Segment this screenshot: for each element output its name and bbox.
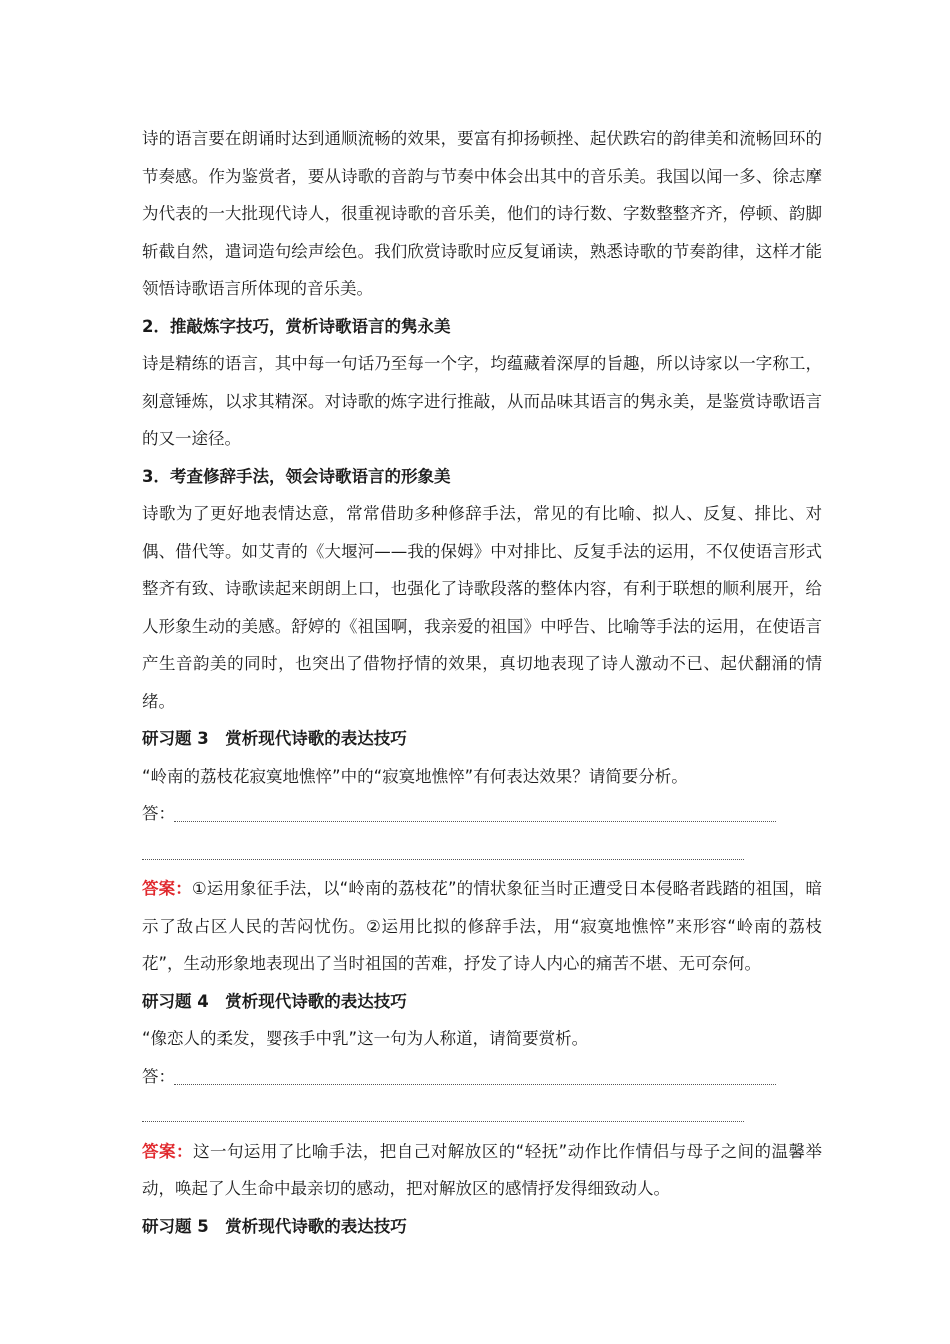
section-3-body: 诗歌为了更好地表情达意，常常借助多种修辞手法，常见的有比喻、拟人、反复、排比、对偶、借代等。如艾青的《大堰河——我的保姆》中对排比、反复手法的运用，不仅使语言形式整齐有致、诗歌读起来朗朗上口，也强化了诗歌段落的整体内容，有利于联想的顺利展开，给人形象生动的美感。舒婷的《祖国啊，我亲爱的祖国》中呼告、比喻等手法的运用，在使语言产生音韵美的同时，也突出了借物抒情的效果，真切地表现了诗人激动不已、起伏翻涌的情绪。 xyxy=(142,504,822,711)
answer-label: 答案： xyxy=(142,879,192,898)
dotted-answer-line xyxy=(142,1121,744,1122)
question-5-heading: 研习题 5 赏析现代诗歌的表达技巧 xyxy=(142,1216,407,1236)
section-2-body: 诗是精练的语言，其中每一句话乃至每一个字，均蕴藏着深厚的旨趣，所以诗家以一字称工，刻意锤炼，以求其精深。对诗歌的炼字进行推敲，从而品味其语言的隽永美，是鉴赏诗歌语言的又一途径。 xyxy=(142,354,822,448)
intro-paragraph: 诗的语言要在朗诵时达到通顺流畅的效果，要富有抑扬顿挫、起伏跌宕的韵律美和流畅回环的节奏感。作为鉴赏者，要从诗歌的音韵与节奏中体会出其中的音乐美。我国以闻一多、徐志摩为代表的一大批现代诗人，很重视诗歌的音乐美，他们的诗行数、字数整整齐齐，停顿、韵脚斩截自然，遣词造句绘声绘色。我们欣赏诗歌时应反复诵读，熟悉诗歌的节奏韵律，这样才能领悟诗歌语言所体现的音乐美。 xyxy=(142,129,822,298)
question-4-answer xyxy=(142,1133,822,1208)
question-3-answer-line[interactable] xyxy=(142,795,822,833)
answer-text: ①运用象征手法，以“岭南的荔枝花”的情状象征当时正遭受日本侵略者践踏的祖国，暗示了敌占区人民的苦闷忧伤。②运用比拟的修辞手法，用“寂寞地憔悴”来形容“岭南的荔枝花”，生动形象地表现出了当时祖国的苦难，抒发了诗人内心的痛苦不堪、无可奈何。 xyxy=(142,879,823,973)
question-4-answer-line[interactable] xyxy=(142,1058,822,1096)
section-2-heading: 2．推敲炼字技巧，赏析诗歌语言的隽永美 xyxy=(142,316,451,336)
answer-prompt: 答： xyxy=(142,1066,175,1086)
question-4-heading: 研习题 4 赏析现代诗歌的表达技巧 xyxy=(142,991,407,1011)
question-3-heading: 研习题 3 赏析现代诗歌的表达技巧 xyxy=(142,729,407,748)
question-3-answer xyxy=(142,870,822,983)
dotted-answer-line xyxy=(174,821,776,822)
question-3-text: “岭南的荔枝花寂寞地憔悴”中的“寂寞地憔悴”有何表达效果？请简要分析。 xyxy=(142,766,688,786)
answer-label: 答案： xyxy=(142,1141,193,1161)
answer-text: 这一句运用了比喻手法，把自己对解放区的“轻抚”动作比作情侣与母子之间的温馨举动，唤起了人生命中最亲切的感动，把对解放区的感情抒发得细致动人。 xyxy=(142,1141,823,1198)
answer-prompt: 答： xyxy=(142,804,175,823)
question-4-answer-line-2[interactable] xyxy=(142,1095,822,1133)
section-3-heading: 3．考查修辞手法，领会诗歌语言的形象美 xyxy=(142,466,451,486)
question-3-answer-line-2[interactable] xyxy=(142,833,822,871)
document-page xyxy=(142,120,822,1245)
question-4-text: “像恋人的柔发，婴孩手中乳”这一句为人称道，请简要赏析。 xyxy=(142,1029,589,1048)
dotted-answer-line xyxy=(142,859,744,860)
dotted-answer-line xyxy=(174,1084,776,1085)
